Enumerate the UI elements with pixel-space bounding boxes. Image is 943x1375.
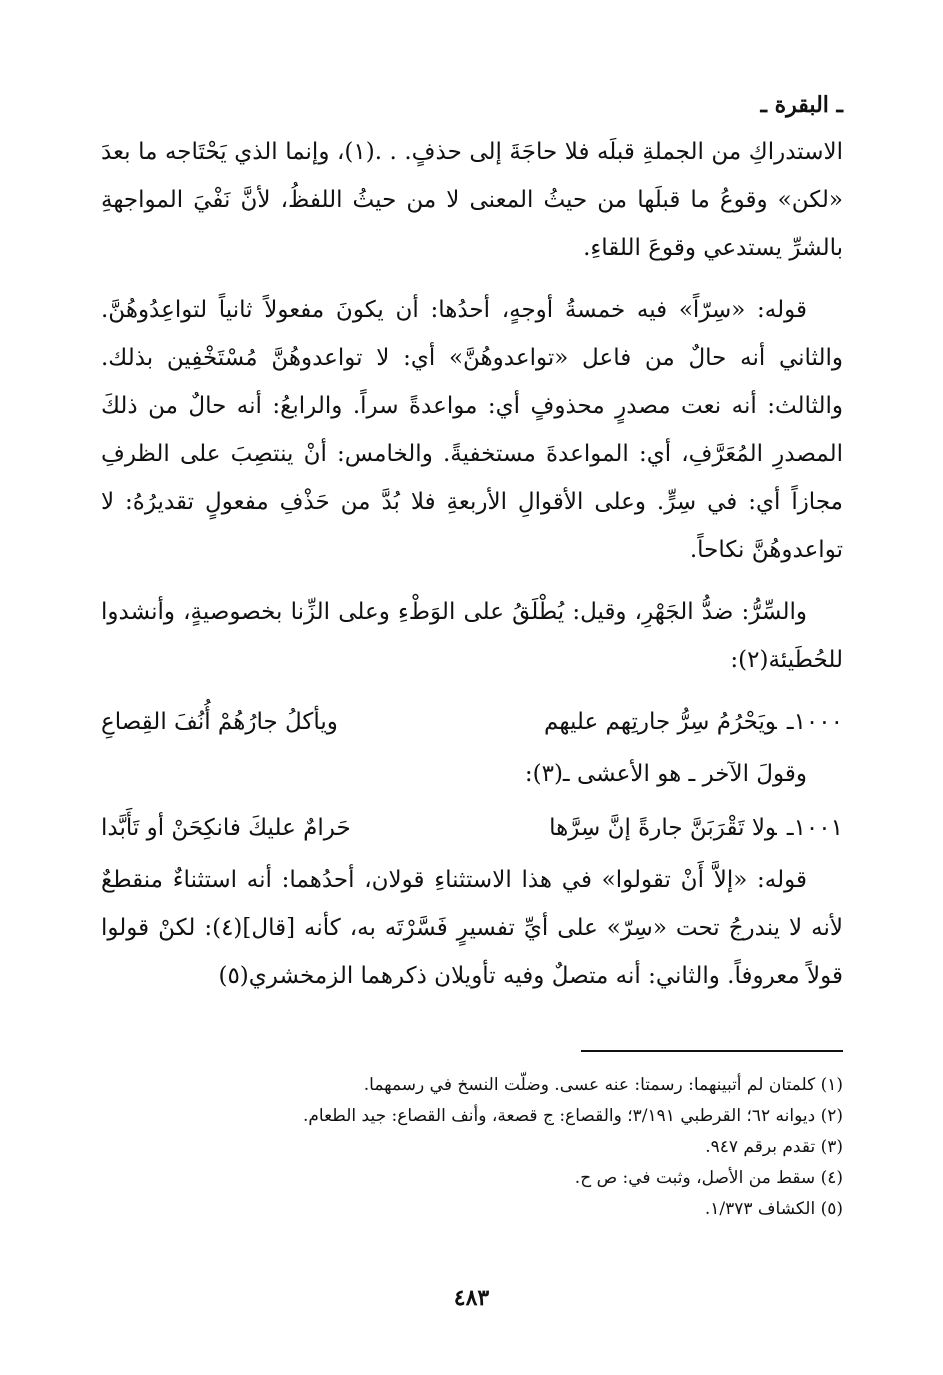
verse-1000-number: ١٠٠٠ـ — [786, 709, 843, 735]
verse-1001-second-hemistich: حَرامٌ عليكَ فانكِحَنْ أو تَأَبَّدا — [101, 815, 351, 841]
footnote-5: (٥) الكشاف ١/٣٧٣. — [704, 1199, 843, 1219]
verse-1000-first-text: ويَحْرُمُ سِرُّ جارتِهم عليهم — [544, 709, 777, 735]
footnote-3: (٣) تقدم برقم ٩٤٧. — [705, 1137, 843, 1157]
footnote-4: (٤) سقط من الأصل، وثبت في: ص ح. — [574, 1168, 843, 1188]
paragraph-4: وقولَ الآخر ـ هو الأعشى ـ(٣): — [524, 761, 807, 787]
footnote-divider — [581, 1050, 843, 1052]
footnote-2: (٢) ديوانه ٦٢؛ القرطبي ٣/١٩١؛ والقصاع: ج قصعة، وأنف القصاع: جيد الطعام. — [302, 1106, 843, 1126]
verse-1001-first-text: ولا تَقْرَبَنَّ جارةً إنَّ سِرَّها — [549, 815, 777, 841]
verse-1000-second-hemistich: ويأكلُ جارُهُمْ أُنُفَ القِصاعِ — [101, 709, 338, 735]
paragraph-3: والسِّرُّ: ضدُّ الجَهْرِ، وقيل: يُطْلَقُ على الوَطْءِ وعلى الزِّنا بخصوصيةٍ، وأنشدوا للحُطَيئة(٢): — [101, 599, 843, 673]
verse-1001-number: ١٠٠١ـ — [786, 815, 843, 841]
footnote-1: (١) كلمتان لم أتبينهما: رسمتا: عنه عسى. وضلّت النسخ في رسمهما. — [363, 1075, 843, 1095]
verse-1001-first-hemistich — [472, 804, 843, 852]
verse-1000 — [101, 698, 843, 746]
paragraph-2: قوله: «سِرّاً» فيه خمسةُ أوجهٍ، أحدُها: أن يكونَ مفعولاً ثانياً لتواعِدُوهُنَّ. والثاني أنه حالٌ من فاعل «تواعدوهُنَّ» أي: لا تواعدوهُنَّ مُسْتَخْفِين بذلك. والثالث: أنه نعت مصدرٍ محذوفٍ أي: مواعدةً سراً. والرابعُ: أنه حالٌ من ذلكَ المصدرِ المُعَرَّفِ، أي: المواعدةَ مستخفيةً. والخامس: أنْ ينتصِبَ على الظرفِ مجازاً أي: في سِرٍّ. وعلى الأقوالِ الأربعةِ فلا بُدَّ من حَذْفِ مفعولٍ تقديرُهُ: لا تواعدوهُنَّ نكاحاً. — [101, 297, 843, 563]
verse-1001 — [101, 804, 843, 852]
verse-1000-first-hemistich — [472, 698, 843, 746]
paragraph-5: قوله: «إلاَّ أَنْ تقولوا» في هذا الاستثناءِ قولان، أحدُهما: أنه استثناءٌ منقطعٌ لأنه لا يندرجُ تحت «سِرّ» على أيِّ تفسيرٍ فَسَّرْتَه به، كأنه [قال](٤): لكنْ قولوا قولاً معروفاً. والثاني: أنه متصلٌ وفيه تأويلان ذكرهما الزمخشري(٥) — [101, 867, 843, 989]
main-text — [101, 128, 843, 1014]
page-number: ٤٨٣ — [453, 1285, 490, 1311]
paragraph-1: الاستدراكِ من الجملةِ قبلَه فلا حاجَةَ إلى حذفٍ. . .(١)، وإنما الذي يَحْتَاجه ما بعدَ «لكن» وقوعُ ما قبلَها من حيثُ المعنى لا من حيثُ اللفظُ، لأنَّ نَفْيَ المواجهةِ بالشرِّ يستدعي وقوعَ اللقاءِ. — [101, 139, 843, 261]
running-header: ـ البقرة ـ — [760, 92, 843, 118]
footnotes — [101, 1070, 843, 1225]
